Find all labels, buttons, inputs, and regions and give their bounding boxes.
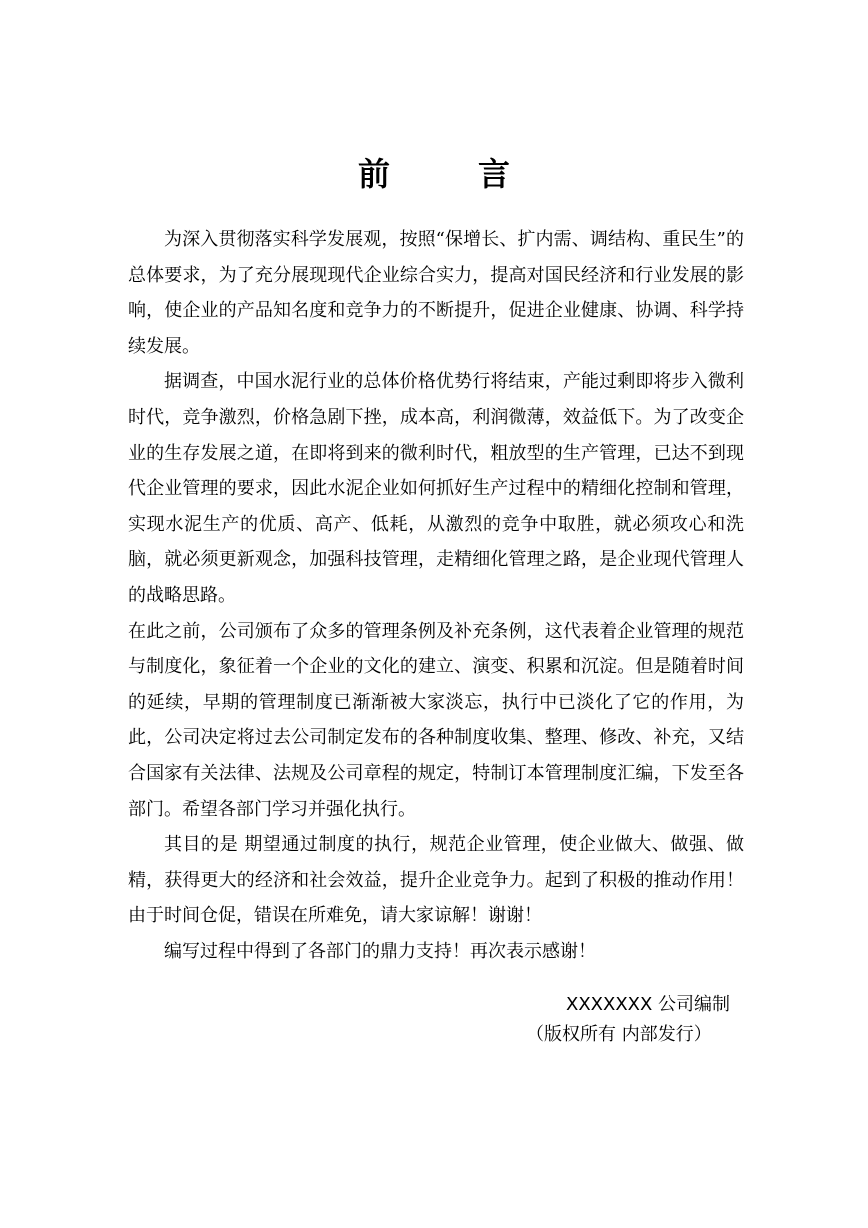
signature-company: XXXXXXX 公司编制 [566,994,731,1015]
paragraph-1: 为深入贯彻落实科学发展观，按照“保增长、扩内需、调结构、重民生”的总体要求，为了充分展现现代企业综合实力，提高对国民经济和行业发展的影响，使企业的产品知名度和竞争力的不断提升，促进企业健康、协调、科学持续发展。 [128,229,744,357]
paragraph-3: 在此之前，公司颁布了众多的管理条例及补充条例，这代表着企业管理的规范与制度化，象征着一个企业的文化的建立、演变、积累和沉淀。但是随着时间的延续，早期的管理制度已渐渐被大家淡忘，执行中已淡化了它的作用，为此，公司决定将过去公司制定发布的各种制度收集、整理、修改、补充，又结合国家有关法律、法规及公司章程的规定，特制订本管理制度汇编，下发至各部门。希望各部门学习并强化执行。 [128,620,744,820]
paragraph-5: 编写过程中得到了各部门的鼎力支持！再次表示感谢！ [164,940,596,962]
preface-body [128,222,744,969]
signature-block [500,990,740,1050]
paragraph-4: 其目的是 期望通过制度的执行，规范企业管理，使企业做大、做强、做精，获得更大的经济和社会效益，提升企业竞争力。起到了积极的推动作用！由于时间仓促，错误在所难免，请大家谅解！谢谢！ [128,834,744,927]
paragraph-2: 据调查，中国水泥行业的总体价格优势行将结束，产能过剩即将步入微利时代，竞争激烈，价格急剧下挫，成本高，利润微薄，效益低下。为了改变企业的生存发展之道，在即将到来的微利时代，粗放型的生产管理，已达不到现代企业管理的要求，因此水泥企业如何抓好生产过程中的精细化控制和管理，实现水泥生产的优质、高产、低耗，从激烈的竞争中取胜，就必须攻心和洗脑，就必须更新观念，加强科技管理，走精细化管理之路，是企业现代管理人的战略思路。 [128,371,744,606]
signature-note: （版权所有 内部发行） [526,1024,712,1045]
page-title: 前 言 [357,155,538,193]
